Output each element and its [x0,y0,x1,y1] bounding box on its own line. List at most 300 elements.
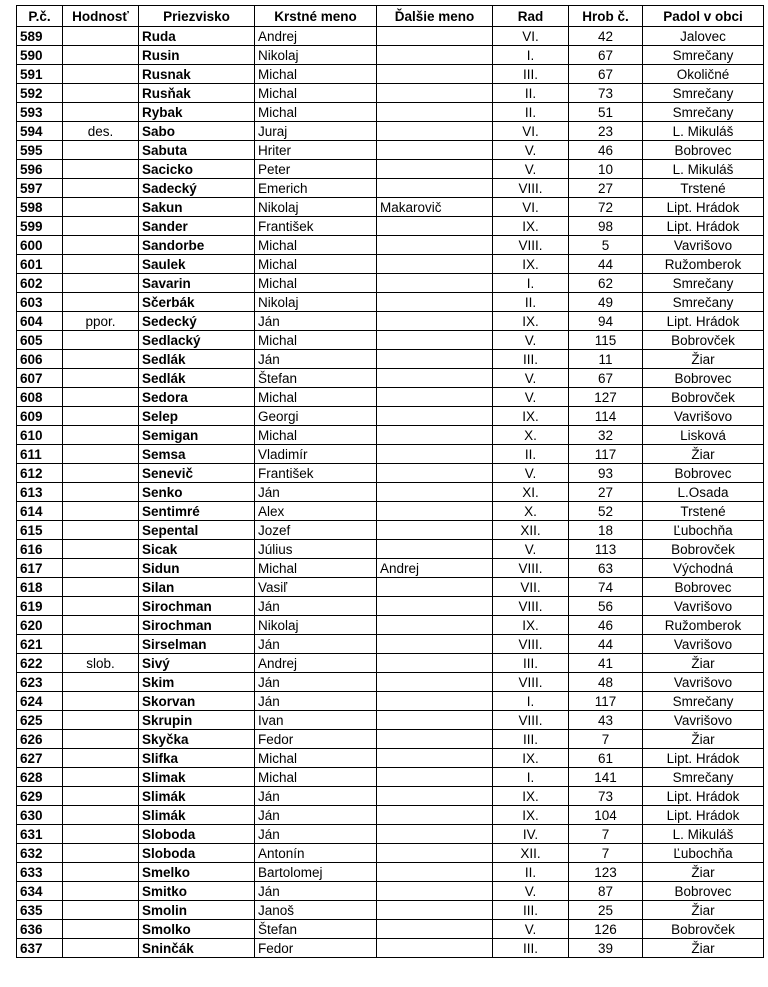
cell-order-number: 630 [17,806,63,825]
cell-rank [63,27,139,46]
cell-order-number: 622 [17,654,63,673]
cell-grave-number: 104 [569,806,643,825]
cell-other-name [377,65,493,84]
cell-surname: Senko [139,483,255,502]
cell-surname: Slimak [139,768,255,787]
cell-order-number: 613 [17,483,63,502]
cell-surname: Sčerbák [139,293,255,312]
cell-fell-in-village: Bobrovec [643,369,764,388]
cell-rank [63,635,139,654]
cell-rank [63,882,139,901]
cell-rank [63,521,139,540]
cell-fell-in-village: Bobrovec [643,464,764,483]
cell-first-name: Alex [255,502,377,521]
cell-rank [63,711,139,730]
cell-surname: Smelko [139,863,255,882]
cell-rank [63,578,139,597]
cell-row-number: III. [493,730,569,749]
table-row [17,920,764,939]
cell-other-name [377,407,493,426]
cell-surname: Sepental [139,521,255,540]
cell-grave-number: 27 [569,483,643,502]
cell-row-number: VIII. [493,673,569,692]
cell-first-name: Ján [255,787,377,806]
cell-other-name [377,920,493,939]
table-row [17,255,764,274]
cell-grave-number: 73 [569,787,643,806]
cell-grave-number: 67 [569,369,643,388]
cell-grave-number: 56 [569,597,643,616]
cell-first-name: Michal [255,426,377,445]
cell-rank [63,464,139,483]
cell-grave-number: 25 [569,901,643,920]
cell-grave-number: 5 [569,236,643,255]
cell-order-number: 610 [17,426,63,445]
table-row [17,901,764,920]
cell-first-name: Michal [255,559,377,578]
cell-rank [63,616,139,635]
table-row [17,236,764,255]
cell-order-number: 604 [17,312,63,331]
cell-order-number: 621 [17,635,63,654]
cell-fell-in-village: Trstené [643,502,764,521]
cell-fell-in-village: Vavrišovo [643,635,764,654]
cell-row-number: VI. [493,122,569,141]
cell-first-name: Michal [255,388,377,407]
cell-rank [63,825,139,844]
cell-other-name [377,787,493,806]
cell-fell-in-village: Smrečany [643,768,764,787]
cell-rank [63,920,139,939]
cell-first-name: Andrej [255,27,377,46]
cell-grave-number: 7 [569,844,643,863]
cell-fell-in-village: L. Mikuláš [643,160,764,179]
cell-first-name: Michal [255,84,377,103]
cell-other-name [377,578,493,597]
table-row [17,293,764,312]
cell-grave-number: 93 [569,464,643,483]
cell-order-number: 637 [17,939,63,958]
cell-surname: Sabo [139,122,255,141]
cell-first-name: Štefan [255,920,377,939]
cell-grave-number: 63 [569,559,643,578]
cell-first-name: Emerich [255,179,377,198]
cell-row-number: I. [493,692,569,711]
table-row [17,635,764,654]
cell-first-name: Ivan [255,711,377,730]
cell-order-number: 597 [17,179,63,198]
cell-row-number: IX. [493,217,569,236]
cell-first-name: Michal [255,768,377,787]
cell-surname: Sedlacký [139,331,255,350]
cell-surname: Sninčák [139,939,255,958]
cell-order-number: 634 [17,882,63,901]
cell-other-name [377,160,493,179]
cell-row-number: VI. [493,27,569,46]
cell-order-number: 626 [17,730,63,749]
cell-rank [63,502,139,521]
cell-other-name [377,445,493,464]
cell-surname: Sicak [139,540,255,559]
fallen-soldiers-table [16,5,764,958]
table-row [17,331,764,350]
cell-row-number: VIII. [493,559,569,578]
cell-order-number: 616 [17,540,63,559]
cell-other-name [377,711,493,730]
cell-first-name: Július [255,540,377,559]
cell-surname: Sedlák [139,369,255,388]
cell-rank: des. [63,122,139,141]
table-body [17,27,764,958]
cell-surname: Senevič [139,464,255,483]
cell-surname: Semsa [139,445,255,464]
cell-row-number: I. [493,768,569,787]
cell-fell-in-village: Smrečany [643,692,764,711]
table-row [17,350,764,369]
cell-surname: Sivý [139,654,255,673]
cell-fell-in-village: Smrečany [643,274,764,293]
header-fell-in-village: Padol v obci [643,6,764,27]
cell-order-number: 633 [17,863,63,882]
cell-order-number: 632 [17,844,63,863]
cell-row-number: IX. [493,312,569,331]
header-first-name: Krstné meno [255,6,377,27]
cell-order-number: 596 [17,160,63,179]
cell-surname: Skyčka [139,730,255,749]
cell-fell-in-village: Vavrišovo [643,711,764,730]
cell-grave-number: 44 [569,635,643,654]
cell-fell-in-village: Bobrovec [643,882,764,901]
cell-grave-number: 73 [569,84,643,103]
cell-order-number: 628 [17,768,63,787]
cell-rank [63,426,139,445]
cell-grave-number: 72 [569,198,643,217]
cell-other-name [377,483,493,502]
cell-grave-number: 7 [569,825,643,844]
table-row [17,502,764,521]
header-other-name: Ďalšie meno [377,6,493,27]
cell-surname: Smitko [139,882,255,901]
table-row [17,464,764,483]
cell-row-number: II. [493,863,569,882]
cell-other-name [377,597,493,616]
cell-order-number: 593 [17,103,63,122]
cell-other-name [377,84,493,103]
cell-other-name [377,825,493,844]
table-row [17,825,764,844]
cell-row-number: V. [493,540,569,559]
cell-first-name: Michal [255,65,377,84]
cell-rank [63,768,139,787]
cell-surname: Rusňak [139,84,255,103]
cell-fell-in-village: Lipt. Hrádok [643,749,764,768]
cell-row-number: IX. [493,806,569,825]
cell-first-name: Ján [255,825,377,844]
cell-fell-in-village: Smrečany [643,293,764,312]
cell-first-name: František [255,464,377,483]
cell-surname: Skim [139,673,255,692]
cell-other-name [377,141,493,160]
cell-other-name [377,103,493,122]
table-row [17,122,764,141]
cell-first-name: Štefan [255,369,377,388]
table-row [17,692,764,711]
cell-surname: Slimák [139,806,255,825]
cell-other-name [377,27,493,46]
cell-fell-in-village: Ľubochňa [643,844,764,863]
cell-rank [63,407,139,426]
cell-order-number: 599 [17,217,63,236]
cell-row-number: XII. [493,844,569,863]
cell-row-number: V. [493,388,569,407]
cell-surname: Silan [139,578,255,597]
cell-surname: Sedecký [139,312,255,331]
cell-first-name: Ján [255,806,377,825]
cell-first-name: Michal [255,274,377,293]
cell-rank: slob. [63,654,139,673]
cell-row-number: III. [493,350,569,369]
cell-first-name: Andrej [255,654,377,673]
table-row [17,806,764,825]
table-row [17,844,764,863]
cell-grave-number: 11 [569,350,643,369]
cell-grave-number: 39 [569,939,643,958]
cell-rank [63,274,139,293]
cell-fell-in-village: L. Mikuláš [643,825,764,844]
table-row [17,65,764,84]
cell-rank [63,255,139,274]
cell-order-number: 614 [17,502,63,521]
cell-rank [63,293,139,312]
cell-grave-number: 94 [569,312,643,331]
table-row [17,445,764,464]
cell-first-name: Bartolomej [255,863,377,882]
cell-first-name: Ján [255,692,377,711]
cell-other-name: Andrej [377,559,493,578]
cell-fell-in-village: Lisková [643,426,764,445]
cell-fell-in-village: Žiar [643,939,764,958]
cell-grave-number: 127 [569,388,643,407]
cell-row-number: IX. [493,616,569,635]
cell-fell-in-village: L.Osada [643,483,764,502]
cell-row-number: I. [493,46,569,65]
table-row [17,274,764,293]
cell-other-name [377,939,493,958]
cell-surname: Slimák [139,787,255,806]
cell-order-number: 607 [17,369,63,388]
cell-fell-in-village: L. Mikuláš [643,122,764,141]
cell-other-name [377,331,493,350]
cell-fell-in-village: Vavrišovo [643,673,764,692]
cell-other-name [377,255,493,274]
cell-fell-in-village: Žiar [643,350,764,369]
cell-first-name: Michal [255,236,377,255]
cell-surname: Sirselman [139,635,255,654]
cell-other-name [377,616,493,635]
cell-order-number: 591 [17,65,63,84]
cell-row-number: IX. [493,255,569,274]
cell-row-number: X. [493,426,569,445]
cell-rank [63,445,139,464]
cell-row-number: III. [493,939,569,958]
cell-row-number: III. [493,901,569,920]
table-row [17,616,764,635]
cell-row-number: II. [493,84,569,103]
cell-order-number: 603 [17,293,63,312]
cell-surname: Rybak [139,103,255,122]
cell-grave-number: 123 [569,863,643,882]
cell-row-number: V. [493,369,569,388]
cell-order-number: 623 [17,673,63,692]
cell-rank [63,198,139,217]
cell-order-number: 631 [17,825,63,844]
cell-surname: Skorvan [139,692,255,711]
cell-row-number: V. [493,882,569,901]
cell-other-name [377,730,493,749]
cell-order-number: 624 [17,692,63,711]
cell-fell-in-village: Ružomberok [643,616,764,635]
cell-row-number: X. [493,502,569,521]
table-row [17,654,764,673]
cell-order-number: 602 [17,274,63,293]
cell-rank [63,901,139,920]
cell-order-number: 605 [17,331,63,350]
cell-grave-number: 126 [569,920,643,939]
cell-grave-number: 98 [569,217,643,236]
cell-grave-number: 113 [569,540,643,559]
cell-rank [63,369,139,388]
cell-surname: Sentimré [139,502,255,521]
cell-row-number: VIII. [493,597,569,616]
cell-row-number: II. [493,293,569,312]
cell-row-number: I. [493,274,569,293]
cell-first-name: Nikolaj [255,46,377,65]
cell-grave-number: 32 [569,426,643,445]
cell-fell-in-village: Lipt. Hrádok [643,217,764,236]
cell-order-number: 595 [17,141,63,160]
table-row [17,749,764,768]
cell-first-name: Nikolaj [255,198,377,217]
cell-fell-in-village: Bobrovček [643,331,764,350]
cell-order-number: 620 [17,616,63,635]
cell-other-name [377,806,493,825]
cell-fell-in-village: Lipt. Hrádok [643,806,764,825]
cell-grave-number: 41 [569,654,643,673]
cell-rank [63,749,139,768]
cell-first-name: František [255,217,377,236]
header-surname: Priezvisko [139,6,255,27]
cell-grave-number: 7 [569,730,643,749]
cell-surname: Semigan [139,426,255,445]
cell-grave-number: 46 [569,141,643,160]
table-row [17,198,764,217]
cell-surname: Savarin [139,274,255,293]
cell-rank [63,160,139,179]
cell-first-name: Peter [255,160,377,179]
cell-row-number: XII. [493,521,569,540]
cell-first-name: Juraj [255,122,377,141]
cell-row-number: VIII. [493,179,569,198]
cell-row-number: IX. [493,407,569,426]
cell-rank [63,692,139,711]
cell-row-number: VIII. [493,236,569,255]
cell-rank [63,787,139,806]
cell-grave-number: 48 [569,673,643,692]
cell-grave-number: 61 [569,749,643,768]
cell-rank [63,236,139,255]
cell-first-name: Michal [255,331,377,350]
cell-first-name: Ján [255,673,377,692]
cell-other-name [377,369,493,388]
cell-row-number: V. [493,464,569,483]
cell-other-name [377,901,493,920]
cell-other-name [377,464,493,483]
cell-fell-in-village: Smrečany [643,103,764,122]
cell-row-number: III. [493,65,569,84]
cell-first-name: Nikolaj [255,293,377,312]
cell-rank [63,65,139,84]
table-row [17,141,764,160]
cell-row-number: V. [493,331,569,350]
table-row [17,673,764,692]
cell-other-name [377,293,493,312]
cell-grave-number: 27 [569,179,643,198]
cell-grave-number: 114 [569,407,643,426]
table-row [17,787,764,806]
cell-rank [63,103,139,122]
cell-first-name: Michal [255,255,377,274]
cell-other-name [377,749,493,768]
cell-first-name: Michal [255,103,377,122]
table-row [17,388,764,407]
cell-grave-number: 44 [569,255,643,274]
cell-surname: Slifka [139,749,255,768]
cell-rank [63,350,139,369]
cell-row-number: VI. [493,198,569,217]
cell-surname: Sabuta [139,141,255,160]
cell-rank [63,844,139,863]
table-row [17,711,764,730]
header-grave-number: Hrob č. [569,6,643,27]
cell-surname: Sander [139,217,255,236]
cell-first-name: Janoš [255,901,377,920]
cell-other-name [377,882,493,901]
cell-grave-number: 42 [569,27,643,46]
cell-other-name [377,179,493,198]
cell-row-number: VIII. [493,711,569,730]
cell-surname: Rusin [139,46,255,65]
cell-order-number: 600 [17,236,63,255]
header-order-number: P.č. [17,6,63,27]
cell-order-number: 635 [17,901,63,920]
cell-surname: Sirochman [139,597,255,616]
cell-grave-number: 141 [569,768,643,787]
cell-fell-in-village: Trstené [643,179,764,198]
cell-other-name [377,654,493,673]
cell-order-number: 606 [17,350,63,369]
cell-rank [63,540,139,559]
cell-first-name: Ján [255,350,377,369]
cell-rank [63,217,139,236]
table-row [17,369,764,388]
cell-first-name: Nikolaj [255,616,377,635]
cell-surname: Smolin [139,901,255,920]
cell-fell-in-village: Východná [643,559,764,578]
cell-order-number: 598 [17,198,63,217]
cell-grave-number: 49 [569,293,643,312]
cell-other-name [377,274,493,293]
cell-surname: Rusnak [139,65,255,84]
